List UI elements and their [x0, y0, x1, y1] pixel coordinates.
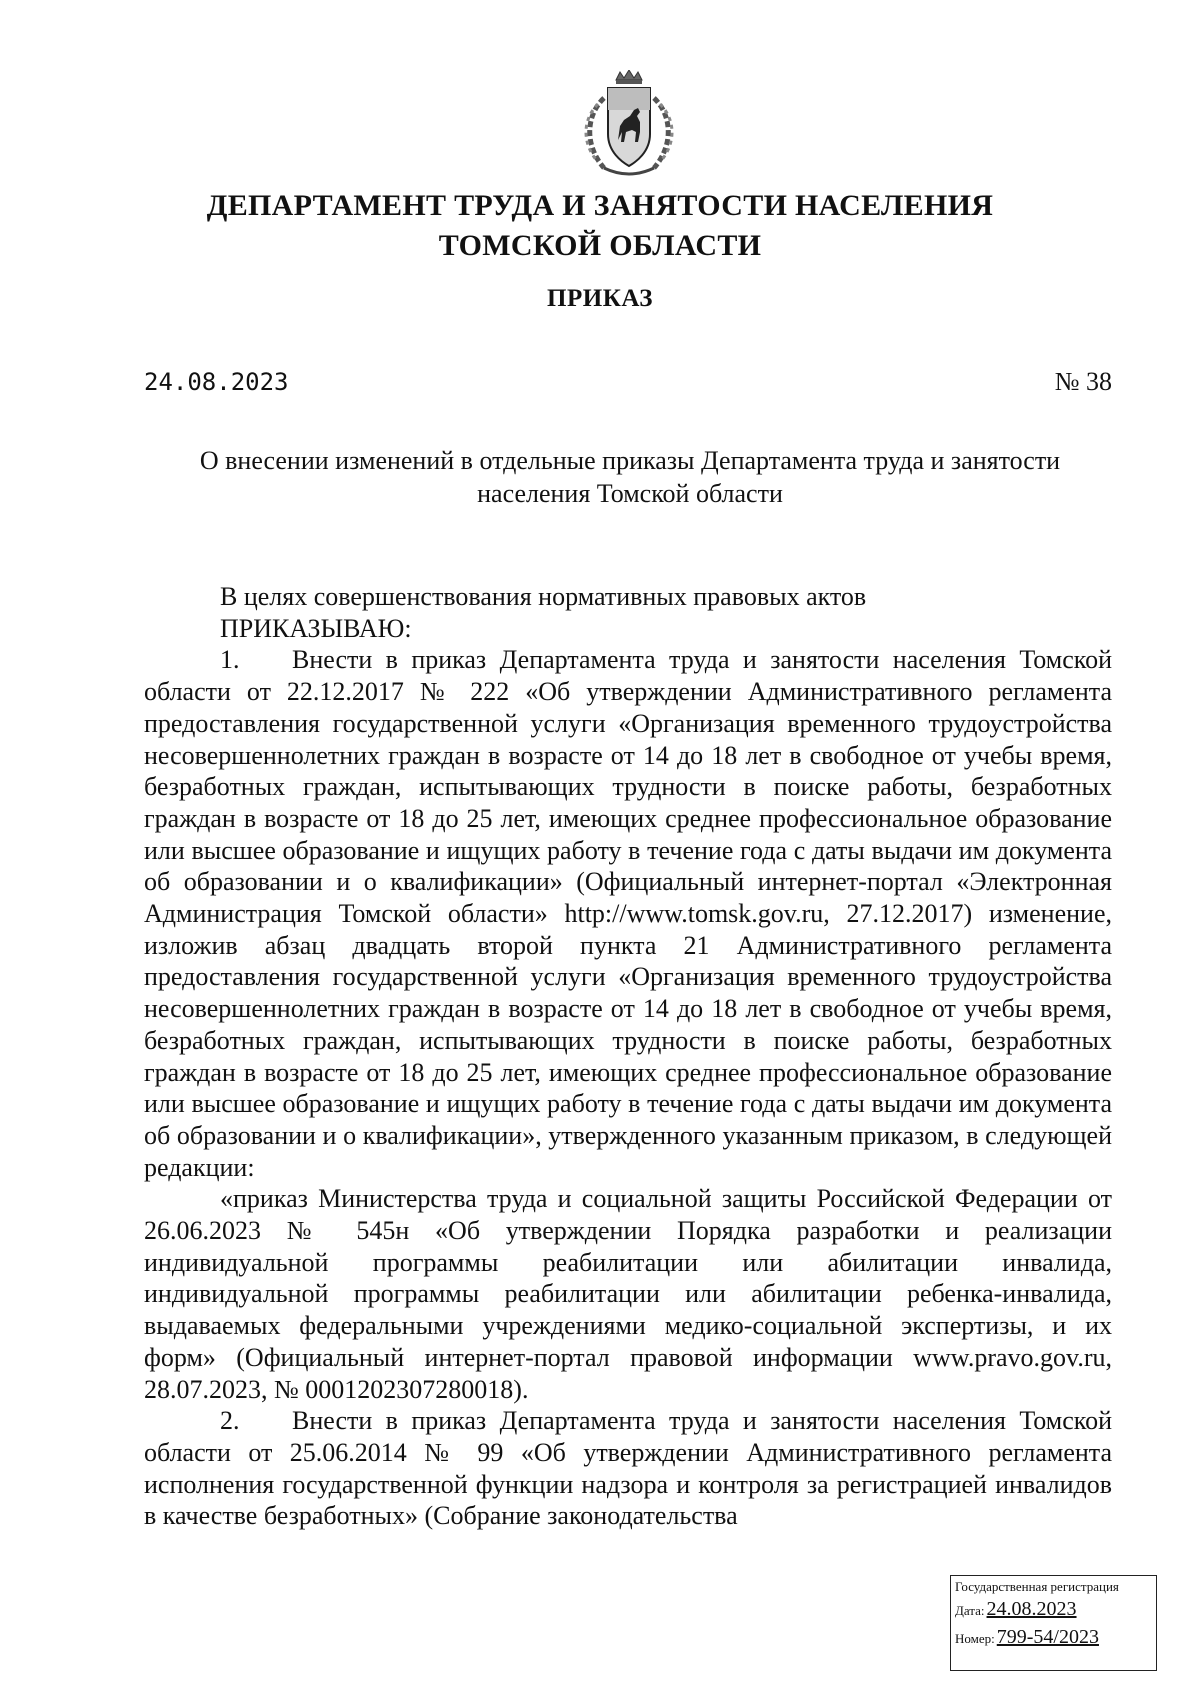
registration-number-value: 799-54/2023: [996, 1626, 1099, 1648]
order-subject: [140, 444, 1120, 510]
order-body: [144, 581, 1112, 1532]
registration-number-row: [955, 1624, 1152, 1652]
registration-stamp: [950, 1575, 1157, 1671]
order-subject-line1: О внесении изменений в отдельные приказы Департамента труда и занятости: [199, 446, 1061, 475]
document-type: ПРИКАЗ: [547, 285, 653, 312]
registration-number-label: Номер:: [955, 1631, 995, 1646]
order-item-1-text: Внести в приказ Департамента труда и занятости населения Томской области от 22.12.2017 № 222 «Об утверждении Административного регламента предоставления государственной услуги «Организация временного трудоустройства несовершеннолетних граждан в возрасте от 14 до 18 лет в свободное от учебы время, безработных граждан, испытывающих трудности в поиске работы, безработных граждан в возрасте от 18 до 25 лет, имеющих среднее профессиональное образование или высшее образование и ищущих работу в течение года с даты выдачи им документа об образовании и о квалификации» (Официальный интернет-портал «Электронная Администрация Томской области» http://www.tomsk.gov.ru, 27.12.2017) изменение, изложив абзац двадцать второй пункта 21 Административного регламента предоставления государственной услуги «Организация временного трудоустройства несовершеннолетних граждан в возрасте от 14 до 18 лет в свободное от учебы время, безработных граждан, испытывающих трудности в поиске работы, безработных граждан в возрасте от 18 до 25 лет, имеющих среднее профессиональное образование или высшее образование и ищущих работу в течение года с даты выдачи им документа об образовании и о квалификации», утвержденного указанным приказом, в следующей редакции:: [144, 645, 1112, 1182]
preamble-text: В целях совершенствования нормативных правовых актов: [220, 582, 867, 611]
order-subject-line2: населения Томской области: [477, 479, 783, 508]
order-item-2-number: 2.: [220, 1406, 240, 1436]
department-title: [130, 186, 1070, 266]
order-item-1-number: 1.: [220, 645, 240, 675]
registration-date-value: 24.08.2023: [986, 1598, 1077, 1620]
order-item-2-text: Внести в приказ Департамента труда и занятости населения Томской области от 25.06.2014 № 99 «Об утверждении Административного регламента исполнения государственной функции надзора и контроля за регистрацией инвалидов в качестве безработных» (Собрание законодательства: [144, 1406, 1112, 1531]
order-item-2: [144, 1405, 1112, 1532]
department-title-line1: ДЕПАРТАМЕНТ ТРУДА И ЗАНЯТОСТИ НАСЕЛЕНИЯ: [206, 189, 994, 222]
order-item-1: [144, 644, 1112, 1183]
order-word: ПРИКАЗЫВАЮ:: [220, 613, 412, 643]
quoted-edition-text: «приказ Министерства труда и социальной защиты Российской Федерации от 26.06.2023 № 545н «Об утверждении Порядка разработки и реализации индивидуальной программы реабилитации или абилитации инвалида, индивидуальной программы реабилитации или абилитации ребенка-инвалида, выдаваемых федеральными учреждениями медико-социальной экспертизы, и их форм» (Официальный интернет-портал правовой информации www.pravo.gov.ru, 28.07.2023, № 0001202307280018).: [144, 1184, 1112, 1404]
order-date: 24.08.2023: [144, 368, 289, 396]
order-number: № 38: [1054, 367, 1112, 396]
registration-date-label: Дата:: [955, 1603, 985, 1618]
registration-date-row: [955, 1596, 1152, 1624]
department-title-line2: ТОМСКОЙ ОБЛАСТИ: [438, 229, 762, 262]
registration-heading: Государственная регистрация: [955, 1579, 1119, 1594]
coat-of-arms-emblem: [574, 70, 684, 182]
